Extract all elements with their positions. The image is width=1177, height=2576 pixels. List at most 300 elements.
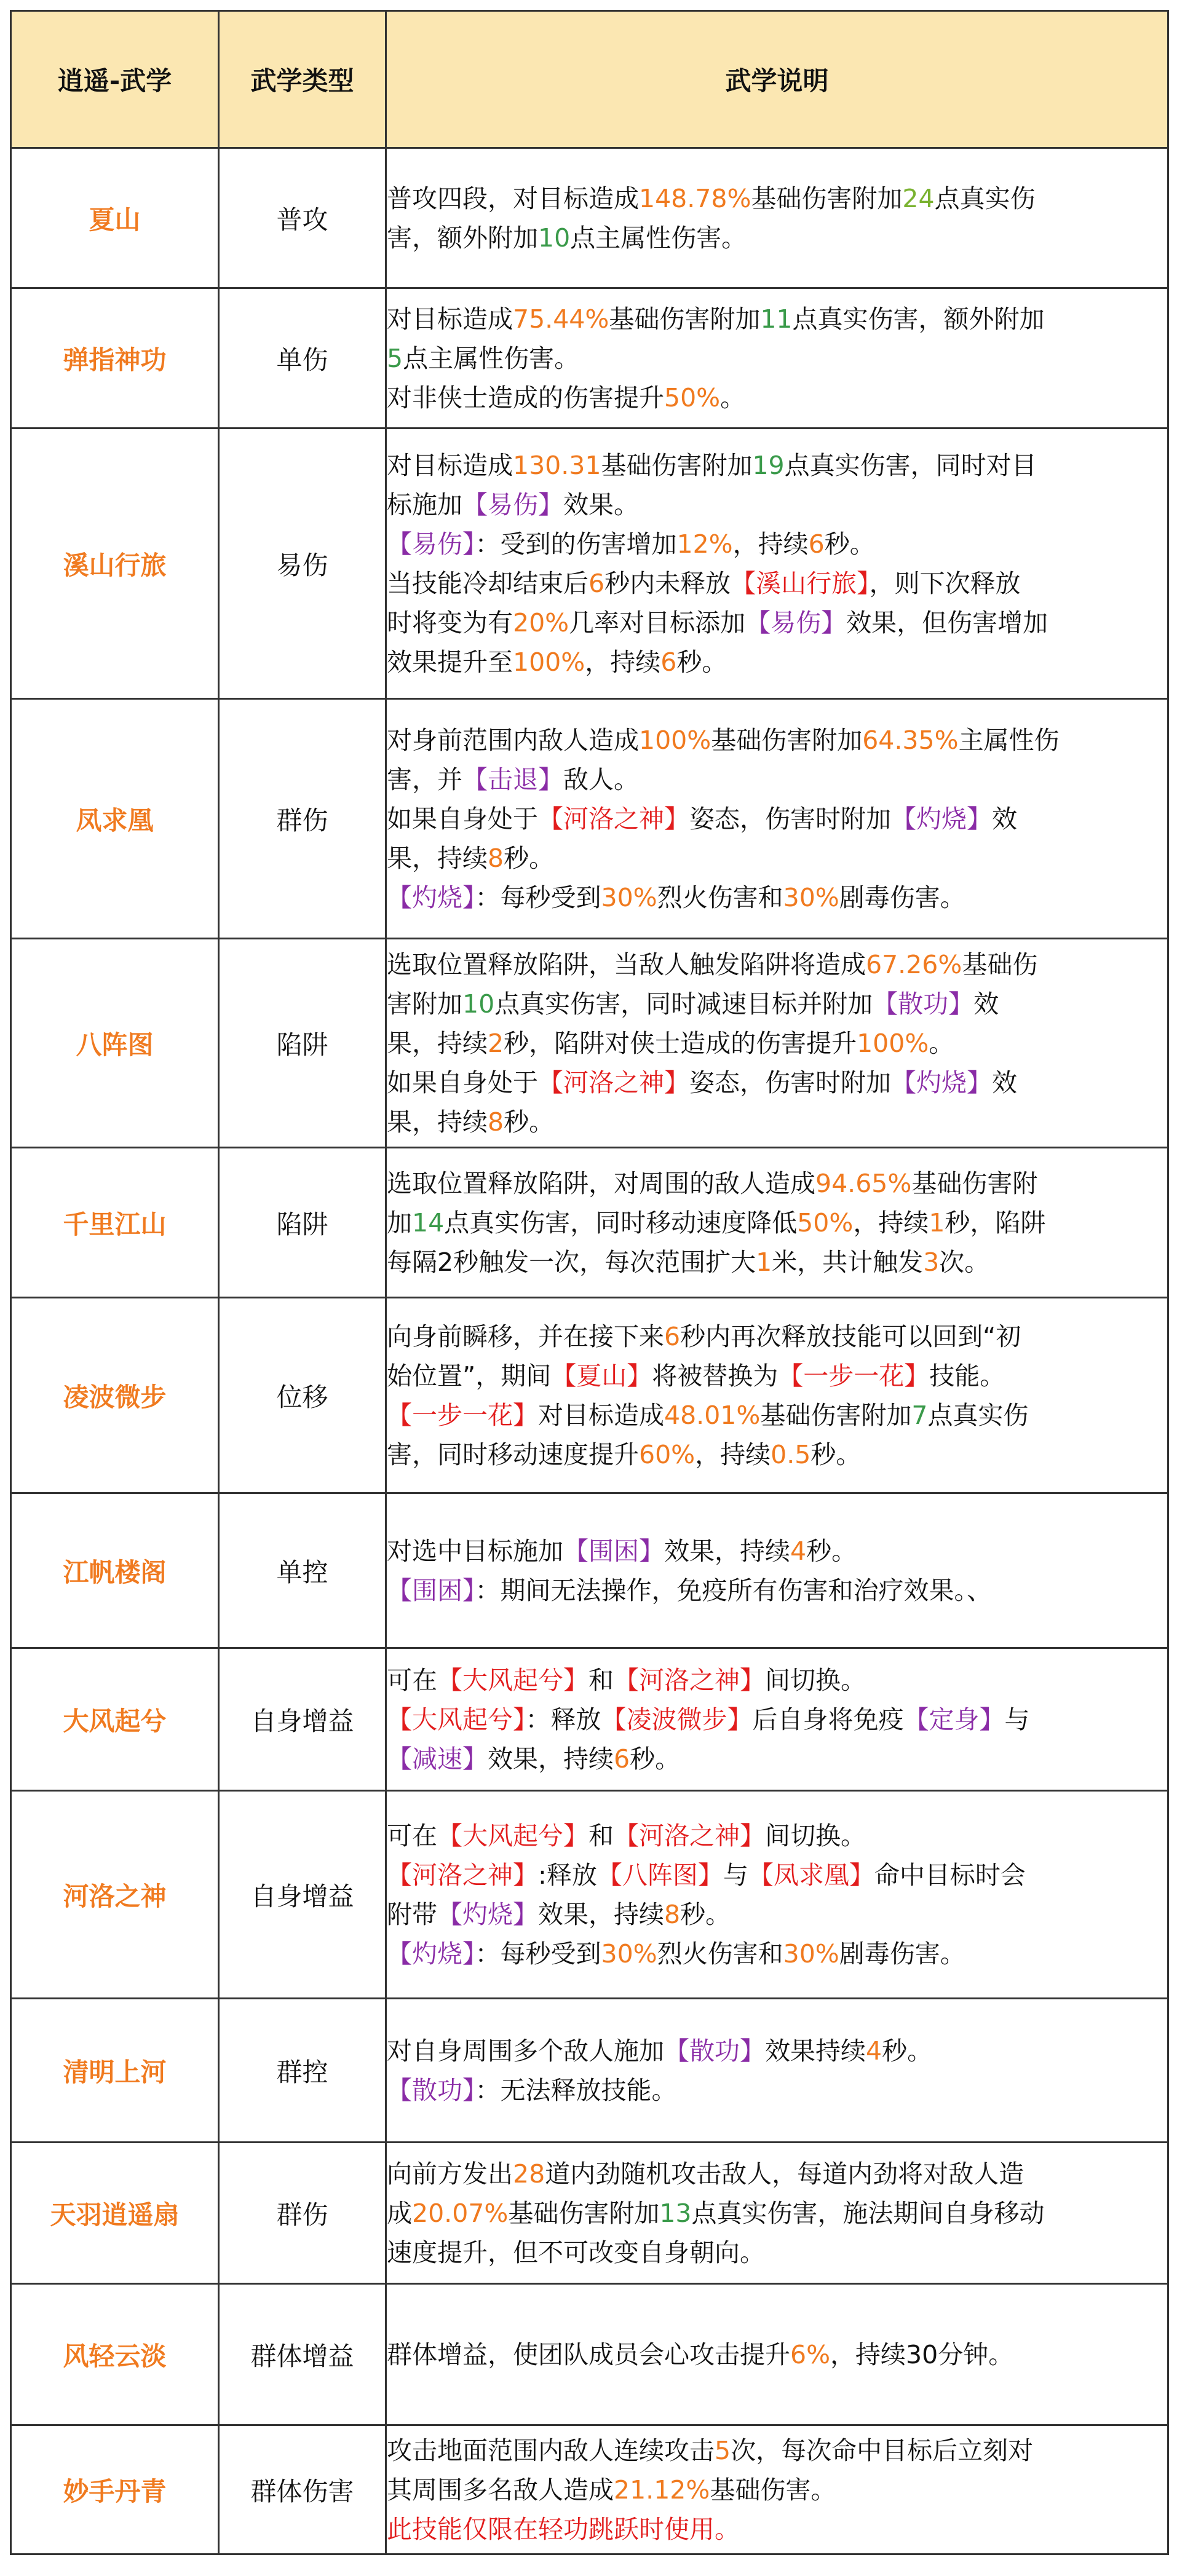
skill-description xyxy=(386,2425,1168,2554)
description-line xyxy=(387,2510,1167,2549)
description-line xyxy=(387,1243,1167,1282)
skill-description xyxy=(386,1791,1168,1999)
description-line xyxy=(387,2031,1167,2071)
description-segment: 选取位置释放陷阱，当敌人触发陷阱将造成 xyxy=(387,949,866,979)
skill-description xyxy=(386,699,1168,939)
skill-type: 群伤 xyxy=(219,2143,386,2284)
table-row xyxy=(11,1648,1168,1791)
description-segment: 5 xyxy=(387,343,403,373)
description-line xyxy=(387,1895,1167,1934)
description-segment: 19 xyxy=(752,450,785,480)
description-segment: 次。 xyxy=(939,1247,990,1277)
description-segment: 基础伤害附加 xyxy=(711,725,863,755)
description-line xyxy=(387,2335,1167,2374)
table-row xyxy=(11,939,1168,1148)
skill-name: 天羽逍遥扇 xyxy=(11,2143,219,2284)
description-segment: 【灼烧】 xyxy=(437,1899,538,1929)
skill-type: 位移 xyxy=(219,1298,386,1493)
description-segment: 果，持续 xyxy=(387,1028,488,1058)
description-segment: 效果，持续 xyxy=(538,1899,664,1929)
skill-name: 八阵图 xyxy=(11,939,219,1148)
skill-type: 陷阱 xyxy=(219,1148,386,1298)
description-segment: 效果，但伤害增加 xyxy=(846,607,1048,638)
description-line xyxy=(387,179,1167,218)
description-segment: 【一步一花】 xyxy=(778,1361,930,1391)
description-segment: 主属性伤 xyxy=(958,725,1060,755)
description-segment: 10 xyxy=(538,223,571,253)
description-segment: 对目标造成 xyxy=(387,304,513,334)
description-segment: 秒。 xyxy=(810,1439,862,1469)
description-segment: 【易伤】 xyxy=(462,489,563,520)
description-segment: 【减速】 xyxy=(387,1744,488,1774)
description-segment: 点真实伤害，同时减速目标并附加 xyxy=(494,989,873,1019)
description-line xyxy=(387,1063,1167,1102)
description-segment: 点主属性伤害。 xyxy=(570,223,747,253)
table-row xyxy=(11,1298,1168,1493)
table-row xyxy=(11,1148,1168,1298)
description-segment: 害，额外附加 xyxy=(387,223,538,253)
description-segment: 秒。 xyxy=(630,1744,681,1774)
description-segment: 与 xyxy=(1004,1704,1030,1734)
description-segment: 果，持续 xyxy=(387,843,488,873)
description-segment: 【八阵图】 xyxy=(596,1860,723,1890)
description-segment: 对身前范围内敌人造成 xyxy=(387,725,639,755)
description-line xyxy=(387,378,1167,417)
skill-description xyxy=(386,148,1168,288)
table-row xyxy=(11,1493,1168,1648)
skill-name: 凤求凰 xyxy=(11,699,219,939)
description-segment: 秒。 xyxy=(824,529,875,559)
description-segment: 【大风起兮】 xyxy=(437,1820,588,1851)
description-segment: 30% xyxy=(601,882,657,912)
description-segment: 间切换。 xyxy=(765,1820,866,1851)
skill-name: 河洛之神 xyxy=(11,1791,219,1999)
description-segment: 每隔2秒触发一次，每次范围扩大 xyxy=(387,1247,756,1277)
description-segment: 【灼烧】 xyxy=(387,1938,475,1969)
description-segment: 基础伤害附加 xyxy=(508,2198,660,2228)
description-segment: 点真实伤害，额外附加 xyxy=(792,304,1045,334)
description-line xyxy=(387,721,1167,760)
description-segment: 果，持续 xyxy=(387,1107,488,1137)
skill-name: 妙手丹青 xyxy=(11,2425,219,2554)
description-segment: 【一步一花】 xyxy=(387,1400,538,1430)
description-segment: 2 xyxy=(488,1028,504,1058)
description-segment: 8 xyxy=(664,1899,681,1929)
description-line xyxy=(387,2470,1167,2510)
description-segment: 害附加 xyxy=(387,989,462,1019)
description-segment: 群体增益，使团队成员会心攻击提升 xyxy=(387,2339,790,2369)
skill-name: 夏山 xyxy=(11,148,219,288)
description-segment: 20.07% xyxy=(412,2198,509,2228)
description-segment: 4 xyxy=(866,2036,882,2066)
description-line xyxy=(387,485,1167,524)
description-segment: 11 xyxy=(760,304,793,334)
skill-type: 易伤 xyxy=(219,429,386,699)
skill-type: 普攻 xyxy=(219,148,386,288)
description-segment: 【河洛之神】 xyxy=(614,1820,765,1851)
header-skill-description: 武学说明 xyxy=(386,11,1168,148)
description-line xyxy=(387,1024,1167,1063)
description-segment: ，持续 xyxy=(695,1439,771,1469)
description-segment: 4 xyxy=(790,1536,807,1566)
description-segment: 【溪山行旅】 xyxy=(731,568,870,598)
skill-type: 单控 xyxy=(219,1493,386,1648)
description-segment: ：无法释放技能。 xyxy=(475,2075,677,2105)
description-segment: 与 xyxy=(723,1860,748,1890)
skill-description xyxy=(386,1298,1168,1493)
description-line xyxy=(387,1102,1167,1142)
description-segment: 秒。 xyxy=(504,843,555,873)
description-segment: 【易伤】 xyxy=(745,607,847,638)
description-segment: 效果，持续 xyxy=(488,1744,614,1774)
description-segment: 此技能仅限在轻功跳跃时使用。 xyxy=(387,2514,740,2544)
description-segment: 标施加 xyxy=(387,489,462,520)
skill-name: 千里江山 xyxy=(11,1148,219,1298)
description-segment: 30% xyxy=(601,1938,657,1969)
skill-name: 凌波微步 xyxy=(11,1298,219,1493)
description-segment: 道内劲随机攻击敌人，每道内劲将对敌人造 xyxy=(545,2159,1024,2189)
description-segment: ，持续 xyxy=(585,647,661,677)
description-segment: 14 xyxy=(412,1207,445,1238)
description-segment: 剧毒伤害。 xyxy=(839,882,965,912)
description-segment: 8 xyxy=(488,843,504,873)
description-segment: 秒，陷阱 xyxy=(945,1207,1046,1238)
description-line xyxy=(387,1934,1167,1973)
skill-description xyxy=(386,288,1168,429)
description-segment: 秒，陷阱对侠士造成的伤害提升 xyxy=(504,1028,857,1058)
description-segment: 0.5 xyxy=(771,1439,811,1469)
description-segment: 对自身周围多个敌人施加 xyxy=(387,2036,664,2066)
table-row xyxy=(11,2143,1168,2284)
description-line xyxy=(387,1435,1167,1474)
description-segment: ：每秒受到 xyxy=(475,1938,601,1969)
description-segment: 点主属性伤害。 xyxy=(403,343,580,373)
description-segment: 【河洛之神】 xyxy=(538,804,689,834)
description-line xyxy=(387,2071,1167,2110)
description-segment: 48.01% xyxy=(664,1400,761,1430)
description-line xyxy=(387,1317,1167,1356)
description-segment: 当技能冷却结束后 xyxy=(387,568,588,598)
skill-description xyxy=(386,429,1168,699)
description-line xyxy=(387,2431,1167,2470)
description-line xyxy=(387,799,1167,839)
description-segment: 和 xyxy=(588,1820,614,1851)
description-segment: 间切换。 xyxy=(765,1665,866,1695)
description-segment: 对目标造成 xyxy=(387,450,513,480)
description-segment: 和 xyxy=(588,1665,614,1695)
description-segment: 秒。 xyxy=(504,1107,555,1137)
description-line xyxy=(387,878,1167,917)
description-segment: 普攻四段，对目标造成 xyxy=(387,183,639,213)
description-segment: 【凌波微步】 xyxy=(601,1704,753,1734)
description-segment: 始位置”，期间 xyxy=(387,1361,552,1391)
description-segment: 13 xyxy=(659,2198,692,2228)
skill-description xyxy=(386,1148,1168,1298)
skill-name: 江帆楼阁 xyxy=(11,1493,219,1648)
description-line xyxy=(387,839,1167,878)
description-line xyxy=(387,1661,1167,1700)
skill-type: 群体伤害 xyxy=(219,2425,386,2554)
table-row xyxy=(11,288,1168,429)
table-row xyxy=(11,699,1168,939)
description-segment: 【河洛之神】 xyxy=(614,1665,765,1695)
description-segment: 如果自身处于 xyxy=(387,804,538,834)
description-segment: ：每秒受到 xyxy=(475,882,601,912)
description-line xyxy=(387,446,1167,485)
description-line xyxy=(387,1203,1167,1243)
description-segment: 点真实伤害，施法期间自身移动 xyxy=(691,2198,1045,2228)
description-segment: 将被替换为 xyxy=(652,1361,779,1391)
table-row xyxy=(11,2284,1168,2425)
description-segment: 效果，持续 xyxy=(664,1536,790,1566)
description-line xyxy=(387,1700,1167,1739)
skill-name: 清明上河 xyxy=(11,1999,219,2143)
description-segment: 效 xyxy=(992,1067,1017,1097)
description-segment: 【夏山】 xyxy=(551,1361,652,1391)
skill-description xyxy=(386,939,1168,1148)
description-line xyxy=(387,1396,1167,1435)
skill-type: 群控 xyxy=(219,1999,386,2143)
skill-type: 陷阱 xyxy=(219,939,386,1148)
description-segment: 【易伤】 xyxy=(387,529,475,559)
description-segment: 5 xyxy=(715,2435,731,2465)
skill-type: 单伤 xyxy=(219,288,386,429)
description-segment: 100% xyxy=(513,647,585,677)
table-row xyxy=(11,1999,1168,2143)
description-segment: ：释放 xyxy=(525,1704,601,1734)
description-line xyxy=(387,760,1167,799)
description-line xyxy=(387,1356,1167,1396)
description-line xyxy=(387,1571,1167,1610)
description-segment: 秒内未释放 xyxy=(604,568,731,598)
description-segment: 加 xyxy=(387,1207,412,1238)
description-segment: ：受到的伤害增加 xyxy=(475,529,677,559)
description-segment: 秒。 xyxy=(806,1536,857,1566)
description-segment: 50% xyxy=(797,1207,854,1238)
description-segment: 剧毒伤害。 xyxy=(839,1938,965,1969)
description-segment: 60% xyxy=(639,1439,696,1469)
description-line xyxy=(387,1855,1167,1895)
header-skill-type: 武学类型 xyxy=(219,11,386,148)
description-segment: 【围困】 xyxy=(563,1536,664,1566)
description-segment: 【灼烧】 xyxy=(891,1067,992,1097)
skill-type: 自身增益 xyxy=(219,1648,386,1791)
skill-description xyxy=(386,1493,1168,1648)
description-segment: 效 xyxy=(992,804,1017,834)
skill-name: 溪山行旅 xyxy=(11,429,219,699)
description-segment: 基础伤害附加 xyxy=(601,450,753,480)
description-segment: 如果自身处于 xyxy=(387,1067,538,1097)
description-segment: 向前方发出 xyxy=(387,2159,513,2189)
description-segment: 可在 xyxy=(387,1820,437,1851)
description-segment: 。 xyxy=(929,1028,954,1058)
description-segment: 命中目标时会 xyxy=(874,1860,1026,1890)
description-segment: 附带 xyxy=(387,1899,437,1929)
description-line xyxy=(387,642,1167,682)
description-segment: 效 xyxy=(973,989,999,1019)
description-segment: 1 xyxy=(929,1207,945,1238)
description-segment: 1 xyxy=(756,1247,772,1277)
header-row xyxy=(11,11,1168,148)
description-segment: 148.78% xyxy=(639,183,751,213)
description-line xyxy=(387,1816,1167,1855)
description-segment: 【凤求凰】 xyxy=(748,1860,874,1890)
description-segment: 点真实伤害，同时对目 xyxy=(784,450,1037,480)
description-segment: 28 xyxy=(513,2159,545,2189)
description-segment: 攻击地面范围内敌人连续攻击 xyxy=(387,2435,715,2465)
description-segment: 秒内再次释放技能可以回到“初 xyxy=(680,1321,1021,1351)
description-segment: 姿态，伤害时附加 xyxy=(689,804,891,834)
description-line xyxy=(387,2154,1167,2194)
description-segment: 次，每次命中目标后立刻对 xyxy=(731,2435,1034,2465)
skill-description xyxy=(386,1648,1168,1791)
description-segment: 向身前瞬移，并在接下来 xyxy=(387,1321,664,1351)
description-segment: :释放 xyxy=(538,1860,597,1890)
description-segment: 【灼烧】 xyxy=(891,804,992,834)
description-segment: 后自身将免疫 xyxy=(752,1704,904,1734)
description-segment: 21.12% xyxy=(614,2475,710,2505)
description-segment: 67.26% xyxy=(866,949,962,979)
skill-name: 大风起兮 xyxy=(11,1648,219,1791)
description-segment: 20% xyxy=(513,607,569,638)
description-segment: 秒。 xyxy=(676,647,727,677)
description-line xyxy=(387,603,1167,642)
skill-type: 群体增益 xyxy=(219,2284,386,2425)
description-segment: 效果。 xyxy=(563,489,639,520)
description-segment: 【大风起兮】 xyxy=(387,1704,526,1734)
description-segment: 基础伤害附加 xyxy=(760,1400,912,1430)
description-segment: 选取位置释放陷阱，对周围的敌人造成 xyxy=(387,1168,815,1198)
description-line xyxy=(387,1164,1167,1203)
description-segment: 姿态，伤害时附加 xyxy=(689,1067,891,1097)
martial-arts-table xyxy=(10,10,1169,2555)
table-row xyxy=(11,2425,1168,2554)
description-segment: 75.44% xyxy=(513,304,609,334)
description-segment: 12% xyxy=(676,529,733,559)
skill-description xyxy=(386,2143,1168,2284)
description-segment: 基础伤害附加 xyxy=(609,304,761,334)
header-skill-name: 逍遥-武学 xyxy=(11,11,219,148)
skill-name: 弹指神功 xyxy=(11,288,219,429)
skill-type: 自身增益 xyxy=(219,1791,386,1999)
description-segment: 【灼烧】 xyxy=(387,882,475,912)
description-segment: 点真实伤 xyxy=(927,1400,1029,1430)
description-line xyxy=(387,299,1167,339)
description-segment: 害，同时移动速度提升 xyxy=(387,1439,639,1469)
description-segment: 8 xyxy=(488,1107,504,1137)
description-line xyxy=(387,984,1167,1024)
description-line xyxy=(387,2233,1167,2272)
description-segment: 3 xyxy=(923,1247,940,1277)
description-line xyxy=(387,945,1167,984)
description-segment: 技能。 xyxy=(929,1361,1005,1391)
description-segment: 效果提升至 xyxy=(387,647,513,677)
description-segment: 30% xyxy=(783,882,839,912)
skill-type: 群伤 xyxy=(219,699,386,939)
description-segment: 点真实伤 xyxy=(934,183,1036,213)
skill-description xyxy=(386,1999,1168,2143)
description-segment: ，持续 xyxy=(732,529,809,559)
description-segment: 米，共计触发 xyxy=(772,1247,924,1277)
description-line xyxy=(387,1739,1167,1779)
description-segment: 点真实伤害，同时移动速度降低 xyxy=(444,1207,798,1238)
description-segment: 24 xyxy=(902,183,935,213)
description-segment: 【河洛之神】 xyxy=(538,1067,689,1097)
description-segment: 【散功】 xyxy=(664,2036,765,2066)
description-segment: 6 xyxy=(588,568,605,598)
description-segment: 敌人。 xyxy=(563,764,639,794)
description-segment: 对目标造成 xyxy=(538,1400,664,1430)
table-row xyxy=(11,1791,1168,1999)
description-segment: 30% xyxy=(783,1938,839,1969)
description-segment: 64.35% xyxy=(862,725,959,755)
description-segment: ：期间无法操作，免疫所有伤害和治疗效果。、 xyxy=(475,1575,992,1605)
description-segment: 基础伤害附加 xyxy=(751,183,903,213)
description-segment: ，持续30分钟。 xyxy=(830,2339,1014,2369)
description-segment: 烈火伤害和 xyxy=(657,1938,783,1969)
description-segment: ，则下次释放 xyxy=(869,568,1021,598)
description-line xyxy=(387,1531,1167,1571)
skill-name: 风轻云淡 xyxy=(11,2284,219,2425)
description-line xyxy=(387,339,1167,378)
description-segment: ，持续 xyxy=(853,1207,929,1238)
description-segment: 【河洛之神】 xyxy=(387,1860,538,1890)
description-segment: 秒。 xyxy=(680,1899,731,1929)
description-segment: 50% xyxy=(664,382,721,413)
description-line xyxy=(387,524,1167,564)
description-segment: 7 xyxy=(911,1400,928,1430)
description-segment: 【散功】 xyxy=(873,989,974,1019)
description-segment: 。 xyxy=(720,382,746,413)
description-segment: 对非侠士造成的伤害提升 xyxy=(387,382,664,413)
description-segment: 【散功】 xyxy=(387,2075,475,2105)
description-segment: 基础伤害。 xyxy=(710,2475,836,2505)
description-segment: 基础伤 xyxy=(962,949,1038,979)
description-segment: 秒。 xyxy=(882,2036,933,2066)
description-segment: 100% xyxy=(857,1028,929,1058)
description-segment: 【围困】 xyxy=(387,1575,475,1605)
description-segment: 时将变为有 xyxy=(387,607,513,638)
description-segment: 几率对目标添加 xyxy=(569,607,746,638)
description-segment: 94.65% xyxy=(815,1168,912,1198)
skill-description xyxy=(386,2284,1168,2425)
description-segment: 130.31 xyxy=(513,450,601,480)
description-segment: 10 xyxy=(462,989,495,1019)
description-segment: 【定身】 xyxy=(903,1704,1005,1734)
description-segment: 6% xyxy=(790,2339,831,2369)
description-segment: 【击退】 xyxy=(462,764,563,794)
description-segment: 效果持续 xyxy=(765,2036,866,2066)
description-segment: 成 xyxy=(387,2198,412,2228)
description-segment: 速度提升，但不可改变自身朝向。 xyxy=(387,2237,765,2267)
description-segment: 【大风起兮】 xyxy=(437,1665,588,1695)
description-segment: 基础伤害附 xyxy=(911,1168,1038,1198)
description-segment: 其周围多名敌人造成 xyxy=(387,2475,614,2505)
description-segment: 6 xyxy=(808,529,825,559)
description-line xyxy=(387,218,1167,258)
table-row xyxy=(11,429,1168,699)
description-segment: 对选中目标施加 xyxy=(387,1536,563,1566)
description-segment: 可在 xyxy=(387,1665,437,1695)
description-segment: 100% xyxy=(639,725,711,755)
description-line xyxy=(387,564,1167,603)
description-segment: 害，并 xyxy=(387,764,462,794)
description-segment: 6 xyxy=(664,1321,681,1351)
description-segment: 烈火伤害和 xyxy=(657,882,783,912)
table-row xyxy=(11,148,1168,288)
description-line xyxy=(387,2194,1167,2233)
description-segment: 6 xyxy=(614,1744,630,1774)
